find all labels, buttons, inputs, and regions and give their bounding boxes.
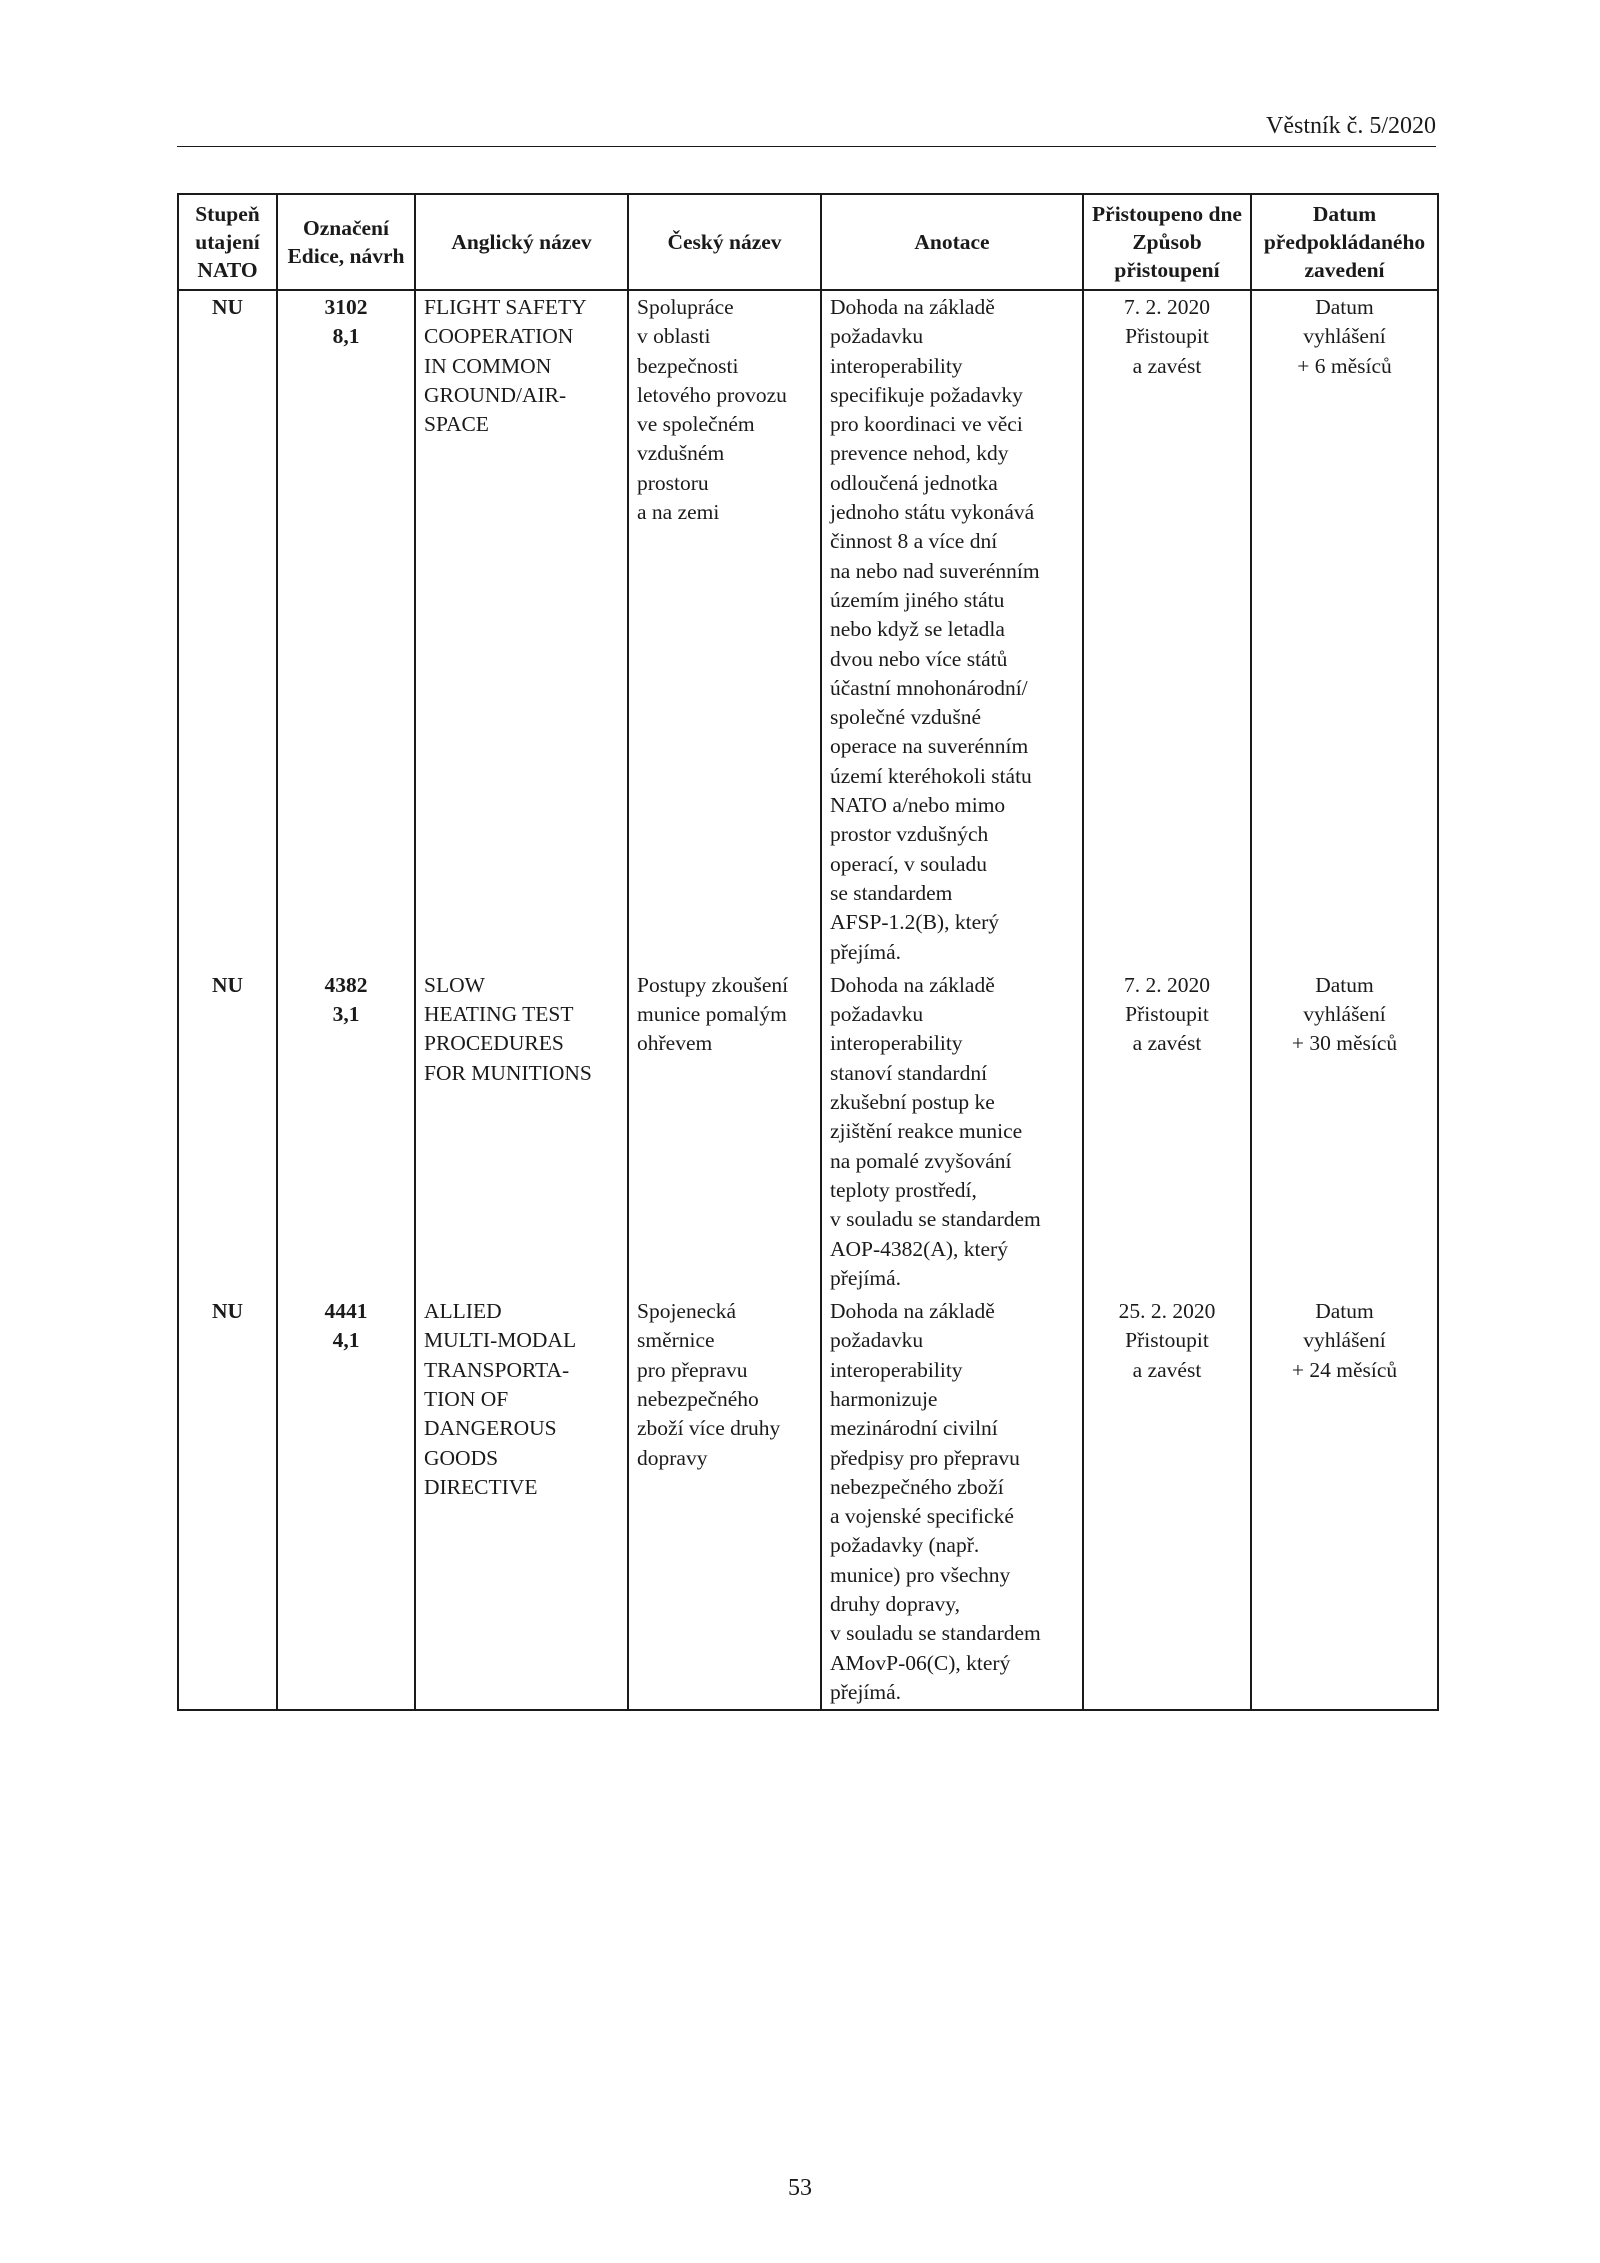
cell-line: se standardem (830, 880, 953, 905)
cell-oznaceni (277, 969, 415, 1295)
cell-line: prostoru (637, 470, 709, 495)
cell-line: munice pomalým (637, 1002, 787, 1027)
header-rule (177, 146, 1436, 147)
cell-line: nebezpečného (637, 1386, 759, 1411)
cell-line: 4441 (324, 1299, 368, 1324)
cell-line: operace na suverénním (830, 734, 1029, 759)
page-number: 53 (788, 2175, 812, 2201)
cell-line: teploty prostředí, (830, 1177, 977, 1202)
cell-line: HEATING TEST (424, 1002, 574, 1027)
cell-line: dopravy (637, 1445, 708, 1470)
cell-line: účastní mnohonárodní/ (830, 675, 1028, 700)
cell-line: nebezpečného zboží (830, 1474, 1004, 1499)
cell-pristoupeno (1083, 290, 1251, 969)
cell-line: NU (211, 972, 244, 997)
col-header-anglicky: Anglický název (415, 194, 628, 290)
cell-line: pro koordinaci ve věci (830, 412, 1023, 437)
cell-line: pro přepravu (637, 1357, 748, 1382)
page-header-title: Věstník č. 5/2020 (1266, 113, 1436, 139)
cell-line: vyhlášení (1303, 1328, 1386, 1353)
cell-line: druhy dopravy, (830, 1592, 960, 1617)
cell-line: a zavést (1132, 1031, 1202, 1056)
cell-oznaceni (277, 290, 415, 969)
cell-line: požadavky (např. (830, 1533, 980, 1558)
cell-anglicky (415, 969, 628, 1295)
cell-anotace (821, 1295, 1083, 1710)
cell-anglicky (415, 1295, 628, 1710)
cell-line: a zavést (1132, 353, 1202, 378)
cell-line: Spolupráce (637, 295, 734, 319)
cell-line: 3102 (324, 295, 368, 319)
col-header-datum: Datum předpokládaného zavedení (1251, 194, 1438, 290)
cell-pristoupeno (1083, 1295, 1251, 1710)
cell-line: Přistoupit (1125, 324, 1209, 349)
cell-line: územím jiného státu (830, 587, 1005, 612)
cell-line: na pomalé zvyšování (830, 1148, 1012, 1173)
cell-line: na nebo nad suverénním (830, 558, 1040, 583)
cell-line: v souladu se standardem (830, 1621, 1041, 1646)
cell-line: DANGEROUS (424, 1416, 557, 1441)
col-header-pristoupeno: Přistoupeno dne Způsob přistoupení (1083, 194, 1251, 290)
cell-line: COOPERATION (424, 324, 574, 349)
cell-line: NATO a/nebo mimo (830, 793, 1006, 818)
col-header-oznaceni: Označení Edice, návrh (277, 194, 415, 290)
cell-line: zkušební postup ke (830, 1090, 995, 1115)
cell-line: nebo když se letadla (830, 617, 1005, 642)
cell-line: Dohoda na základě (830, 972, 995, 997)
cell-line: GROUND/AIR- (424, 382, 567, 407)
cell-line: ALLIED (424, 1299, 502, 1324)
col-header-cesky: Český název (628, 194, 821, 290)
cell-line: FOR MUNITIONS (424, 1060, 592, 1085)
cell-line: zjištění reakce munice (830, 1119, 1023, 1144)
col-header-stupen: Stupeň utajení NATO (178, 194, 277, 290)
cell-line: 25. 2. 2020 (1118, 1299, 1216, 1324)
cell-line: předpisy pro přepravu (830, 1445, 1020, 1470)
cell-line: přejímá. (830, 1265, 902, 1290)
col-header-anotace: Anotace (821, 194, 1083, 290)
cell-line: TION OF (424, 1386, 509, 1411)
cell-line: a vojenské specifické (830, 1504, 1014, 1529)
cell-line: TRANSPORTA- (424, 1357, 570, 1382)
standards-table (177, 193, 1439, 1711)
cell-line: 7. 2. 2020 (1124, 295, 1210, 319)
cell-line: stanoví standardní (830, 1060, 988, 1085)
cell-cesky (628, 290, 821, 969)
cell-line: společné vzdušné (830, 705, 982, 730)
cell-cesky (628, 1295, 821, 1710)
cell-line: odloučená jednotka (830, 470, 998, 495)
cell-line: PROCEDURES (424, 1031, 564, 1056)
cell-line: činnost 8 a více dní (830, 529, 998, 554)
cell-line: letového provozu (637, 382, 787, 407)
cell-line: Datum (1315, 972, 1374, 997)
cell-line: MULTI-MODAL (424, 1328, 577, 1353)
cell-line: přejímá. (830, 1679, 902, 1704)
cell-line: Dohoda na základě (830, 1299, 995, 1324)
cell-line: interoperability (830, 353, 963, 378)
cell-line: + 6 měsíců (1297, 353, 1392, 378)
table-row (178, 290, 1438, 969)
cell-line: prevence nehod, kdy (830, 441, 1009, 466)
cell-cesky (628, 969, 821, 1295)
cell-line: 4382 (324, 972, 368, 997)
cell-line: + 30 měsíců (1291, 1031, 1398, 1056)
cell-line: interoperability (830, 1357, 963, 1382)
cell-line: AOP-4382(A), který (830, 1236, 1008, 1261)
cell-line: jednoho státu vykonává (830, 500, 1035, 525)
cell-anotace (821, 969, 1083, 1295)
cell-line: Postupy zkoušení (637, 972, 789, 997)
cell-line: SPACE (424, 412, 489, 437)
cell-line: zboží více druhy (637, 1416, 781, 1441)
cell-stupen (178, 1295, 277, 1710)
cell-datum (1251, 1295, 1438, 1710)
cell-line: dvou nebo více států (830, 646, 1008, 671)
cell-line: interoperability (830, 1031, 963, 1056)
cell-anglicky (415, 290, 628, 969)
cell-pristoupeno (1083, 969, 1251, 1295)
table-row (178, 1295, 1438, 1710)
cell-line: operací, v souladu (830, 851, 988, 876)
cell-line: SLOW (424, 972, 485, 997)
cell-line: Datum (1315, 295, 1374, 319)
cell-line: požadavku (830, 1328, 924, 1353)
cell-line: mezinárodní civilní (830, 1416, 998, 1441)
cell-line: požadavku (830, 324, 924, 349)
cell-line: v oblasti (637, 324, 711, 349)
cell-line: IN COMMON (424, 353, 552, 378)
cell-line: DIRECTIVE (424, 1474, 538, 1499)
cell-line: 3,1 (332, 1002, 360, 1027)
cell-line: ohřevem (637, 1031, 713, 1056)
cell-line: a zavést (1132, 1357, 1202, 1382)
cell-line: Datum (1315, 1299, 1374, 1324)
cell-line: harmonizuje (830, 1386, 938, 1411)
cell-line: 7. 2. 2020 (1124, 972, 1210, 997)
cell-line: vzdušném (637, 441, 725, 466)
cell-line: vyhlášení (1303, 1002, 1386, 1027)
cell-line: ve společném (637, 412, 755, 437)
cell-line: Přistoupit (1125, 1328, 1209, 1353)
cell-line: prostor vzdušných (830, 822, 989, 847)
cell-stupen (178, 969, 277, 1295)
cell-line: 8,1 (332, 324, 360, 349)
cell-line: v souladu se standardem (830, 1207, 1041, 1232)
cell-line: + 24 měsíců (1291, 1357, 1398, 1382)
cell-line: požadavku (830, 1002, 924, 1027)
cell-line: munice) pro všechny (830, 1562, 1011, 1587)
cell-line: Přistoupit (1125, 1002, 1209, 1027)
cell-line: a na zemi (637, 500, 720, 525)
cell-stupen (178, 290, 277, 969)
cell-line: AFSP-1.2(B), který (830, 910, 1000, 935)
cell-line: území kteréhokoli státu (830, 763, 1032, 788)
cell-line: AMovP-06(C), který (830, 1650, 1011, 1675)
table-header-row (178, 194, 1438, 290)
cell-oznaceni (277, 1295, 415, 1710)
cell-line: přejímá. (830, 939, 902, 964)
cell-line: 4,1 (332, 1328, 360, 1353)
cell-line: NU (211, 295, 244, 319)
cell-datum (1251, 290, 1438, 969)
cell-datum (1251, 969, 1438, 1295)
cell-line: GOODS (424, 1445, 499, 1470)
cell-line: FLIGHT SAFETY (424, 295, 587, 319)
table-row (178, 969, 1438, 1295)
cell-line: směrnice (637, 1328, 715, 1353)
cell-line: bezpečnosti (637, 353, 739, 378)
cell-line: Dohoda na základě (830, 295, 995, 319)
cell-line: NU (211, 1299, 244, 1324)
cell-anotace (821, 290, 1083, 969)
cell-line: vyhlášení (1303, 324, 1386, 349)
cell-line: specifikuje požadavky (830, 382, 1023, 407)
cell-line: Spojenecká (637, 1299, 737, 1324)
